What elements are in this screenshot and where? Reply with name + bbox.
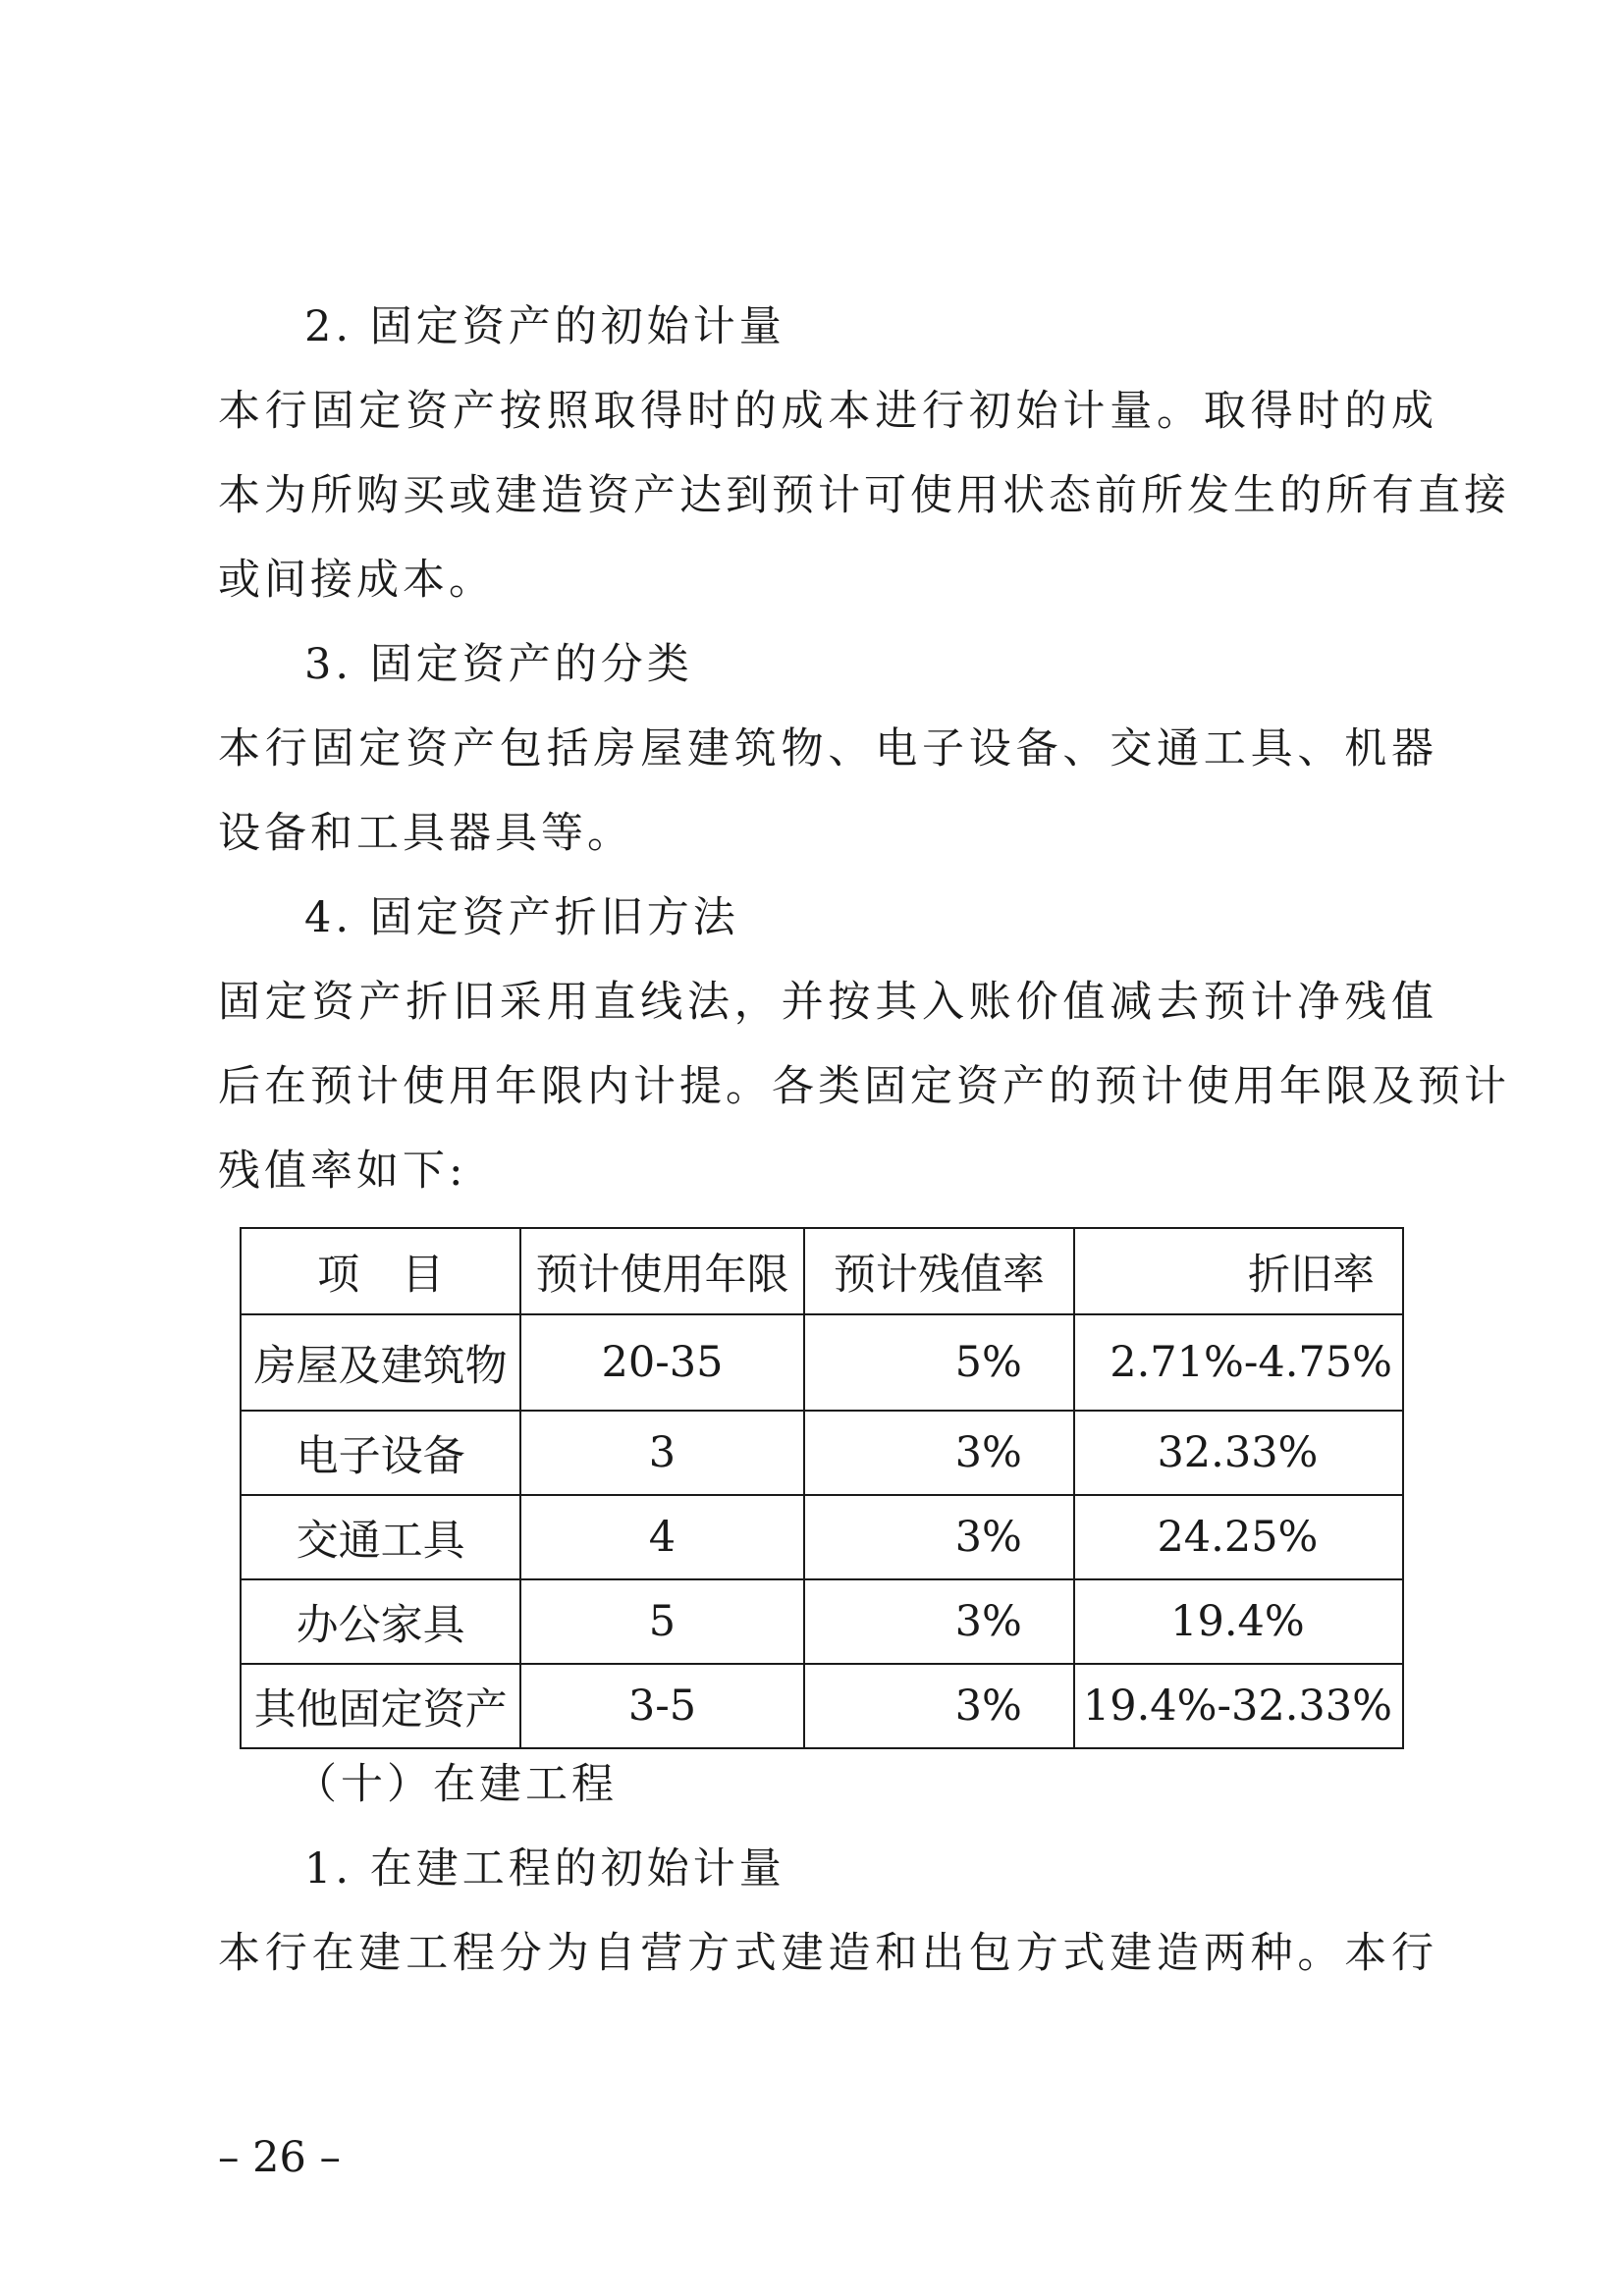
table-row xyxy=(241,1314,1403,1411)
cell-item: 办公家具 xyxy=(241,1579,520,1664)
cell-residual: 3% xyxy=(804,1664,1074,1748)
heading-initial-measurement: 2. 固定资产的初始计量 xyxy=(304,302,785,351)
cell-rate: 19.4%-32.33% xyxy=(1074,1664,1403,1748)
table-row xyxy=(241,1664,1403,1748)
cell-years: 4 xyxy=(520,1495,804,1579)
header-useful-life: 预计使用年限 xyxy=(520,1228,804,1314)
paragraph-initial-line-1: 本行固定资产按照取得时的成本进行初始计量。取得时的成 xyxy=(218,387,1437,436)
heading-cip-initial-measurement: 1. 在建工程的初始计量 xyxy=(304,1844,785,1894)
paragraph-depr-line-3: 残值率如下: xyxy=(218,1147,467,1196)
header-item: 项 目 xyxy=(241,1228,520,1314)
cell-residual: 3% xyxy=(804,1411,1074,1495)
cell-years: 3-5 xyxy=(520,1664,804,1748)
cell-item: 房屋及建筑物 xyxy=(241,1314,520,1411)
cell-residual: 3% xyxy=(804,1495,1074,1579)
heading-construction-in-progress: （十）在建工程 xyxy=(295,1760,618,1809)
heading-classification: 3. 固定资产的分类 xyxy=(304,640,693,689)
cell-residual: 5% xyxy=(804,1314,1074,1411)
cell-item: 其他固定资产 xyxy=(241,1664,520,1748)
paragraph-class-line-1: 本行固定资产包括房屋建筑物、电子设备、交通工具、机器 xyxy=(218,724,1437,774)
cell-rate: 32.33% xyxy=(1074,1411,1403,1495)
cell-years: 5 xyxy=(520,1579,804,1664)
header-residual-rate: 预计残值率 xyxy=(804,1228,1074,1314)
table-header-row xyxy=(241,1228,1403,1314)
heading-depreciation-method: 4. 固定资产折旧方法 xyxy=(304,893,739,942)
paragraph-depr-line-1: 固定资产折旧采用直线法，并按其入账价值减去预计净残值 xyxy=(218,978,1437,1027)
cell-rate: 2.71%-4.75% xyxy=(1074,1314,1403,1411)
paragraph-cip-line-1: 本行在建工程分为自营方式建造和出包方式建造两种。本行 xyxy=(218,1929,1437,1978)
paragraph-class-line-2: 设备和工具器具等。 xyxy=(218,809,633,858)
page-number: – 26 – xyxy=(218,2133,342,2182)
cell-rate: 24.25% xyxy=(1074,1495,1403,1579)
paragraph-initial-line-3: 或间接成本。 xyxy=(218,556,495,605)
cell-years: 3 xyxy=(520,1411,804,1495)
depreciation-table xyxy=(240,1227,1404,1749)
cell-rate: 19.4% xyxy=(1074,1579,1403,1664)
header-depreciation-rate: 折旧率 xyxy=(1074,1228,1403,1314)
table-row xyxy=(241,1495,1403,1579)
table-row xyxy=(241,1579,1403,1664)
paragraph-depr-line-2: 后在预计使用年限内计提。各类固定资产的预计使用年限及预计 xyxy=(218,1062,1510,1111)
cell-item: 交通工具 xyxy=(241,1495,520,1579)
table-row xyxy=(241,1411,1403,1495)
cell-item: 电子设备 xyxy=(241,1411,520,1495)
cell-residual: 3% xyxy=(804,1579,1074,1664)
cell-years: 20-35 xyxy=(520,1314,804,1411)
paragraph-initial-line-2: 本为所购买或建造资产达到预计可使用状态前所发生的所有直接 xyxy=(218,471,1510,520)
